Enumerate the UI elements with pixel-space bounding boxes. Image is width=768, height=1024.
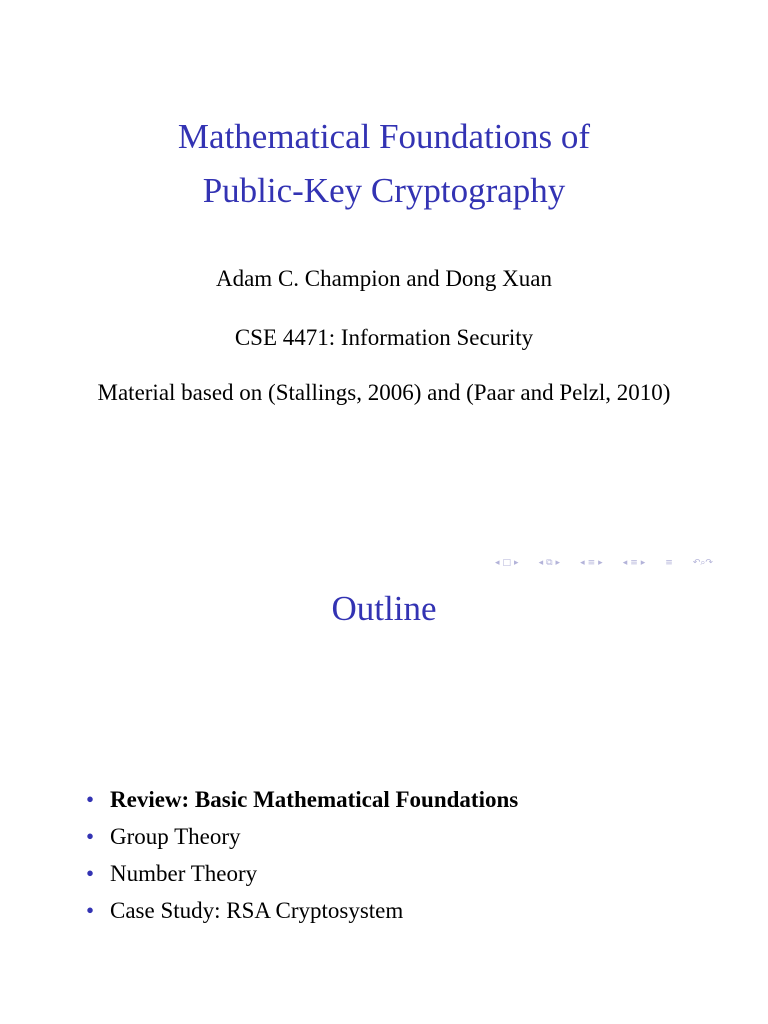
slide-title <box>0 110 768 218</box>
outline-item-label: Case Study: RSA Cryptosystem <box>110 898 404 923</box>
outline-title: Outline <box>331 589 437 628</box>
nav-next-section-icon[interactable]: ▸ <box>598 558 603 568</box>
nav-appendix-icon[interactable]: ≡ <box>630 558 638 568</box>
slide-title-line-1: Mathematical Foundations of <box>177 117 591 156</box>
nav-next-frame-icon[interactable]: ▸ <box>514 558 519 568</box>
outline-item-rsa-case-study[interactable] <box>86 892 518 929</box>
nav-next-appendix-icon[interactable]: ▸ <box>640 558 646 568</box>
nav-document-icon[interactable]: ≡ <box>665 558 673 568</box>
authors: Adam C. Champion and Dong Xuan <box>215 266 552 291</box>
nav-subsection-icon[interactable]: ⧉ <box>546 558 553 568</box>
course-name: CSE 4471: Information Security <box>234 325 534 350</box>
outline-item-number-theory[interactable] <box>86 855 518 892</box>
nav-section-icon[interactable]: ≡ <box>587 558 596 568</box>
outline-item-label: Review: Basic Mathematical Foundations <box>110 787 519 812</box>
bullet-icon: • <box>86 861 95 886</box>
nav-prev-appendix-icon[interactable]: ◂ <box>622 558 628 568</box>
outline-item-review[interactable] <box>86 781 518 818</box>
nav-frame-icon[interactable]: □ <box>502 558 512 568</box>
bullet-icon: • <box>86 824 95 849</box>
material-source: Material based on (Stallings, 2006) and (Paar and Pelzl, 2010) <box>97 380 671 405</box>
nav-search-icon[interactable]: ↶⌕↷ <box>692 558 713 568</box>
outline-item-group-theory[interactable] <box>86 818 518 855</box>
nav-prev-frame-icon[interactable]: ◂ <box>495 558 500 568</box>
nav-prev-subsection-icon[interactable]: ◂ <box>538 558 544 568</box>
outline-slide <box>0 580 768 1024</box>
nav-prev-section-icon[interactable]: ◂ <box>580 558 585 568</box>
slide-title-line-2: Public-Key Cryptography <box>202 171 566 210</box>
outline-item-label: Group Theory <box>110 824 241 849</box>
beamer-navigation-bar <box>495 555 716 571</box>
nav-next-subsection-icon[interactable]: ▸ <box>555 558 561 568</box>
bullet-icon: • <box>86 898 95 923</box>
outline-list <box>86 781 518 929</box>
outline-item-label: Number Theory <box>110 861 258 886</box>
bullet-icon: • <box>86 787 95 812</box>
